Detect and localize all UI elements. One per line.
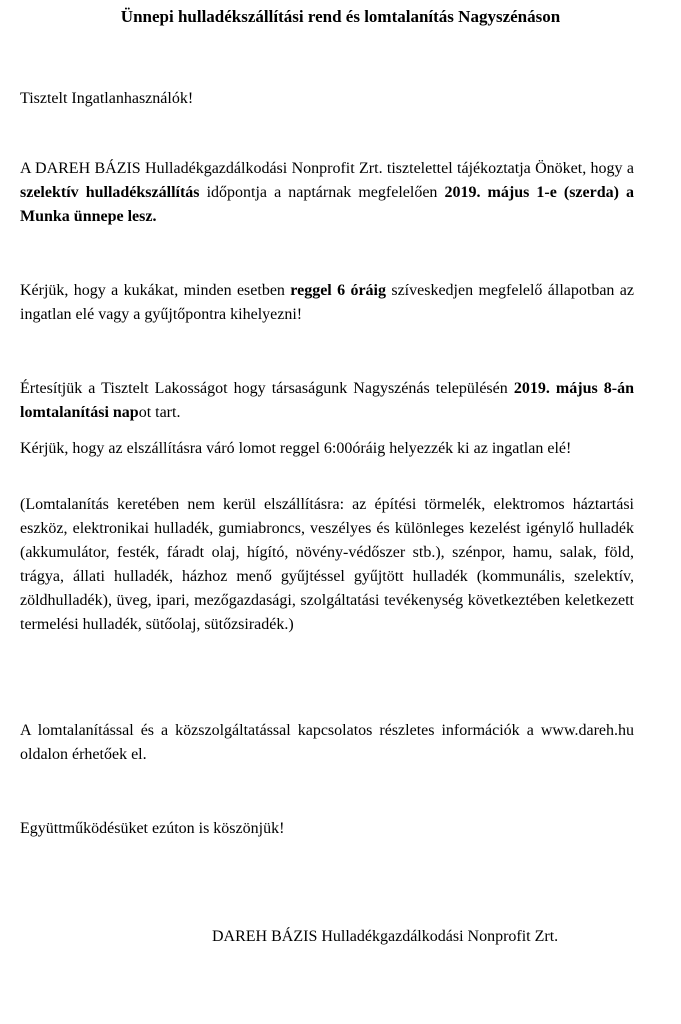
paragraph-excluded-items: (Lomtalanítás keretében nem kerül elszállításra: az építési törmelék, elektromos háztartási eszköz, elektronikai hulladék, gumiabroncs, veszélyes és különleges kezelést igénylő hulladék (akkumulátor, festék, fáradt olaj, hígító, növény-védőszer stb.), szénpor, hamu, salak, föld, trágya, állati hulladék, házhoz menő gyűjtéssel gyűjtött hulladék (kommunális, szelektív, zöldhulladék), üveg, ipari, mezőgazdasági, szolgáltatási tevékenység következtében keletkezett termelési hulladék, sütőolaj, sütőzsiradék.) [20, 496, 634, 633]
paragraph-bin-placement [20, 279, 634, 327]
paragraph-text: szíveskedjen megfelelő állapotban az ingatlan elé vagy a gyűjtőpontra kihelyezni! [20, 282, 634, 323]
paragraph-bulky-waste-time: Kérjük, hogy az elszállításra váró lomot reggel 6:00óráig helyezzék ki az ingatlan elé! [20, 440, 572, 457]
emphasis-deadline: reggel 6 óráig [290, 282, 386, 299]
paragraph-text: A DAREH BÁZIS Hulladékgazdálkodási Nonprofit Zrt. tisztelettel tájékoztatja Önöket, hogy a [20, 160, 634, 177]
paragraph-more-info: A lomtalanítással és a közszolgáltatással kapcsolatos részletes információk a www.dareh.hu oldalon érhetőek el. [20, 722, 634, 763]
thanks-line: Együttműködésüket ezúton is köszönjük! [20, 820, 285, 837]
emphasis-selective-collection: szelektív hulladékszállítás [20, 184, 200, 201]
paragraph-text: Értesítjük a Tisztelt Lakosságot hogy társaságunk Nagyszénás településén [20, 380, 514, 397]
paragraph-text: Kérjük, hogy a kukákat, minden esetben [20, 282, 291, 299]
paragraph-bulky-waste-day [20, 377, 634, 425]
greeting: Tisztelt Ingatlanhasználók! [20, 90, 194, 107]
emphasis-holiday-date: 2019. május 1-e (szerda) a Munka ünnepe lesz. [20, 184, 635, 225]
emphasis-bulky-waste-date: 2019. május 8-án lomtalanítási nap [20, 380, 635, 421]
paragraph-selective-collection [20, 157, 634, 229]
signature: DAREH BÁZIS Hulladékgazdálkodási Nonprofit Zrt. [212, 928, 559, 945]
paragraph-text: időpontja a naptárnak megfelelően [199, 184, 445, 201]
page-title: Ünnepi hulladékszállítási rend és lomtalanítás Nagyszénáson [120, 7, 561, 26]
paragraph-text: ot tart. [138, 404, 181, 421]
